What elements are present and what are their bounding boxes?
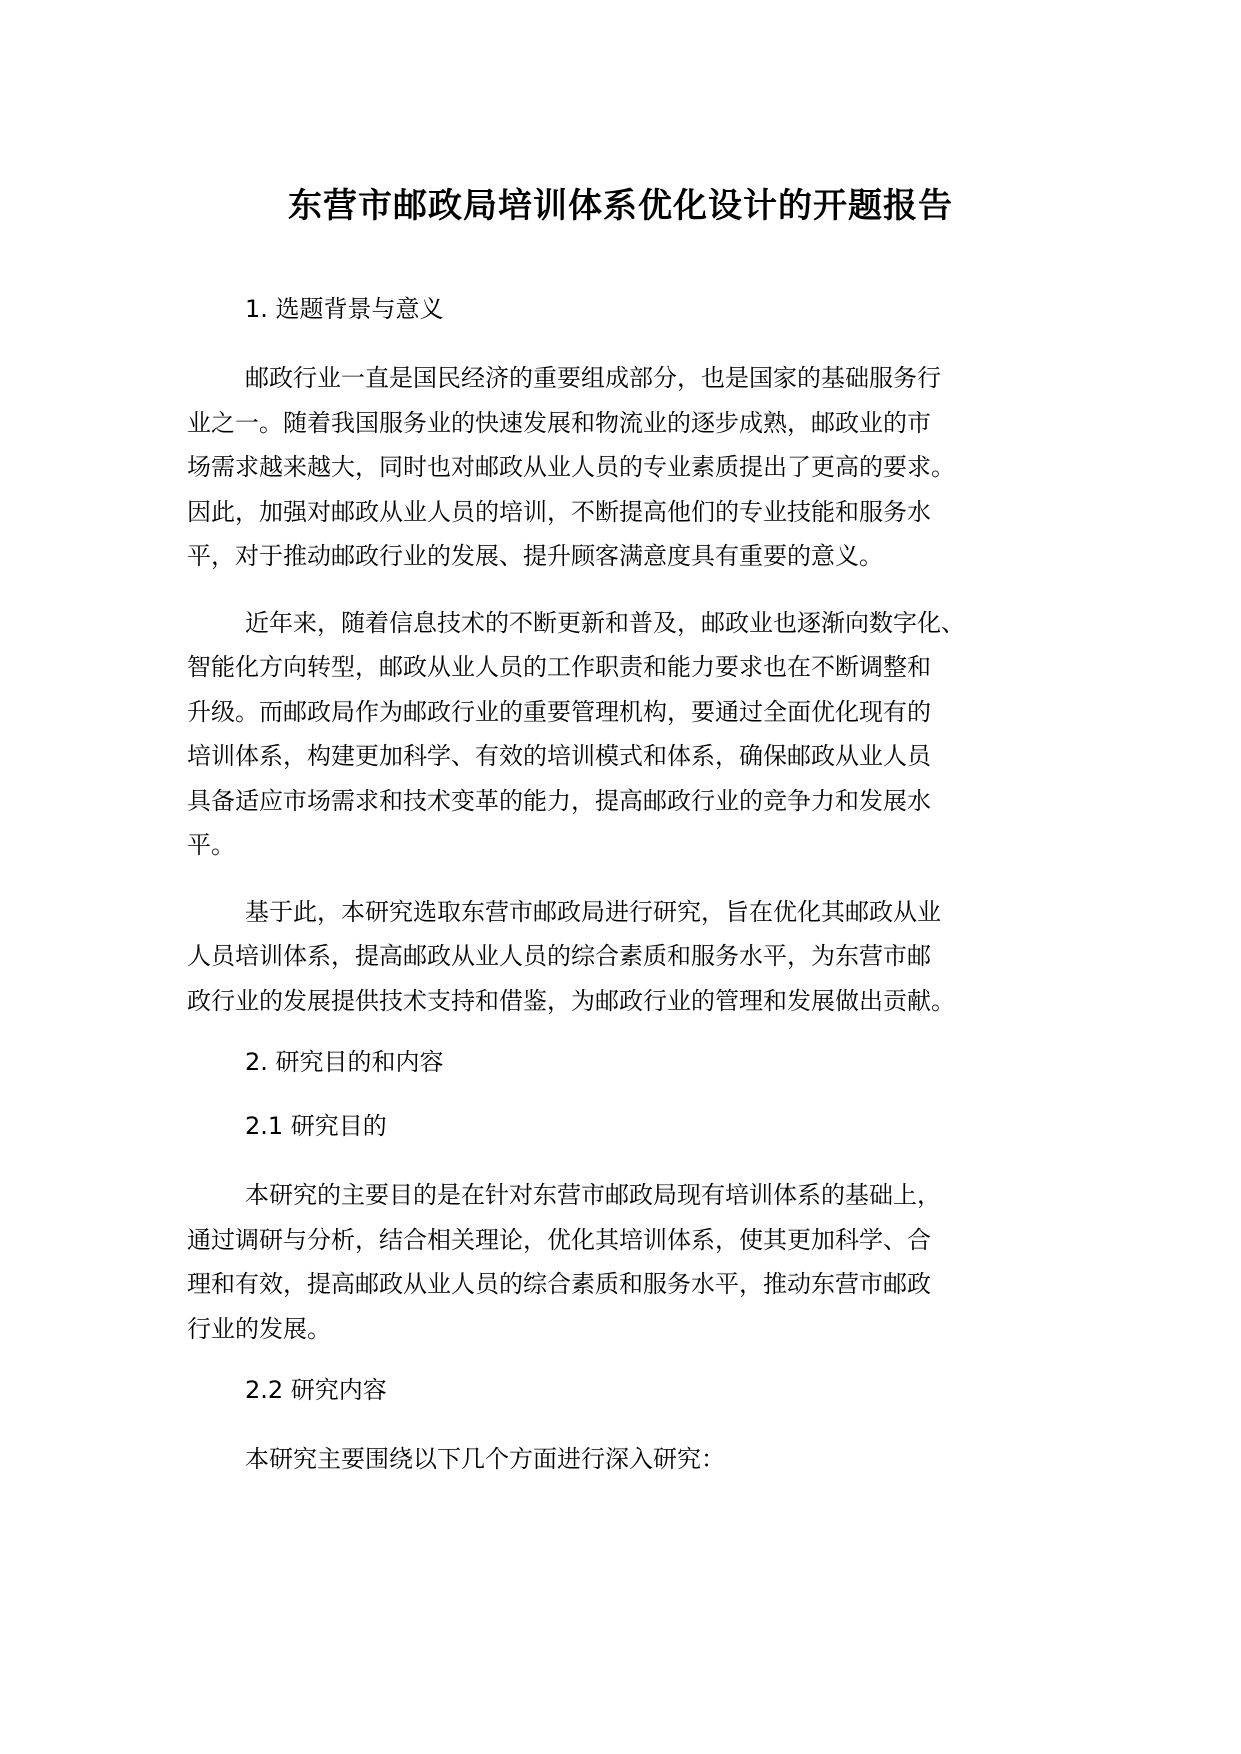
paragraph-based-on — [187, 890, 1067, 1024]
section-heading-2-1: 2.1 研究目的 — [245, 1112, 387, 1140]
paragraph-line: 平。 — [187, 831, 235, 859]
paragraph-line: 邮政行业一直是国民经济的重要组成部分，也是国家的基础服务行 — [245, 364, 941, 392]
paragraph-line: 培训体系，构建更加科学、有效的培训模式和体系，确保邮政从业人员 — [187, 742, 931, 770]
paragraph-line: 升级。而邮政局作为邮政行业的重要管理机构，要通过全面优化现有的 — [187, 697, 931, 726]
paragraph-recent-years — [187, 601, 1067, 868]
paragraph-line: 具备适应市场需求和技术变革的能力，提高邮政行业的竞争力和发展水 — [187, 786, 931, 815]
paragraph-line: 本研究主要围绕以下几个方面进行深入研究： — [245, 1445, 725, 1473]
paragraph-line: 本研究的主要目的是在针对东营市邮政局现有培训体系的基础上， — [245, 1181, 941, 1209]
paragraph-line: 基于此，本研究选取东营市邮政局进行研究，旨在优化其邮政从业 — [245, 897, 941, 926]
section-heading-2: 2. 研究目的和内容 — [245, 1048, 444, 1076]
paragraph-research-content — [187, 1437, 1067, 1482]
paragraph-line: 业之一。随着我国服务业的快速发展和物流业的逐步成熟，邮政业的市 — [187, 408, 931, 437]
document-title: 东营市邮政局培训体系优化设计的开题报告 — [288, 186, 953, 226]
paragraph-line: 因此，加强对邮政从业人员的培训，不断提高他们的专业技能和服务水 — [187, 497, 931, 526]
paragraph-line: 人员培训体系，提高邮政从业人员的综合素质和服务水平，为东营市邮 — [187, 942, 931, 970]
paragraph-line: 平，对于推动邮政行业的发展、提升顾客满意度具有重要的意义。 — [187, 542, 883, 570]
paragraph-research-purpose — [187, 1173, 1067, 1351]
paragraph-line: 行业的发展。 — [187, 1314, 331, 1343]
document-body — [187, 292, 1067, 1504]
paragraph-line: 智能化方向转型，邮政从业人员的工作职责和能力要求也在不断调整和 — [187, 653, 931, 681]
paragraph-line: 近年来，随着信息技术的不断更新和普及，邮政业也逐渐向数字化、 — [245, 608, 965, 637]
section-heading-2-2: 2.2 研究内容 — [245, 1376, 387, 1404]
paragraph-line: 政行业的发展提供技术支持和借鉴，为邮政行业的管理和发展做出贡献。 — [187, 986, 955, 1015]
paragraph-line: 场需求越来越大，同时也对邮政从业人员的专业素质提出了更高的要求。 — [187, 453, 955, 481]
paragraph-line: 通过调研与分析，结合相关理论，优化其培训体系，使其更加科学、合 — [187, 1225, 931, 1254]
paragraph-background — [187, 356, 1067, 579]
paragraph-line: 理和有效，提高邮政从业人员的综合素质和服务水平，推动东营市邮政 — [187, 1270, 931, 1298]
section-heading-1: 1. 选题背景与意义 — [245, 295, 444, 323]
